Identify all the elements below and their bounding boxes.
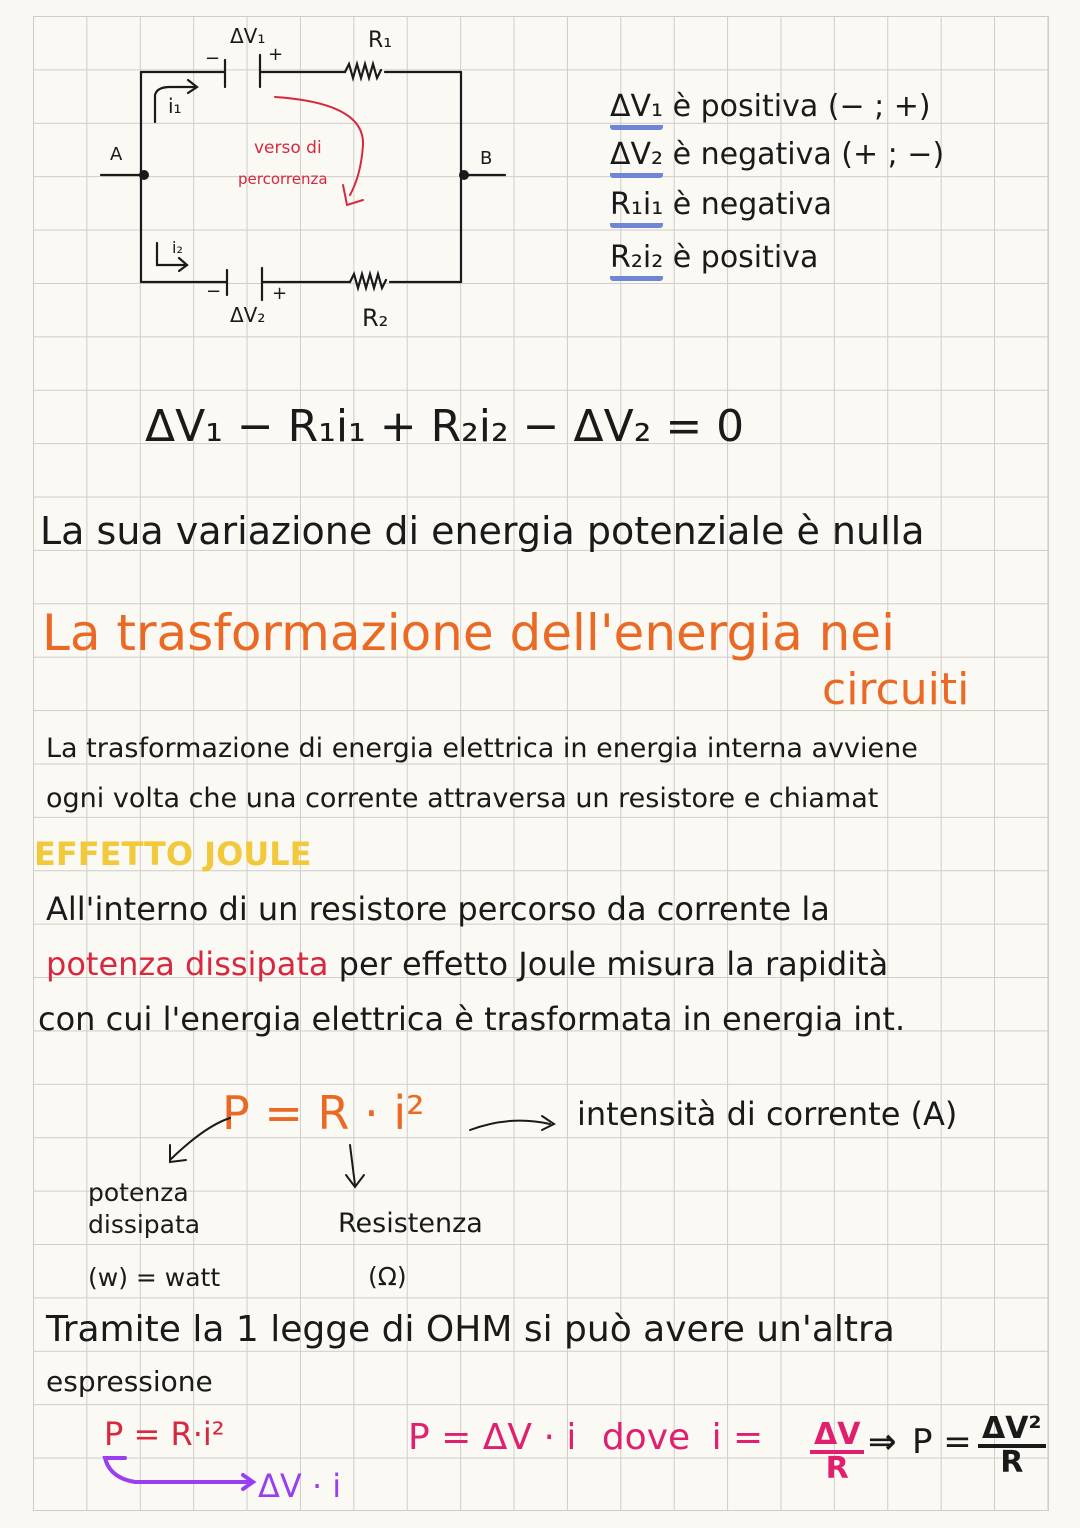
sign-note-row — [610, 137, 945, 172]
final-fraction-denominator: R — [1000, 1445, 1024, 1480]
sign-term: R₂i₂ — [610, 240, 663, 281]
paragraph2-line1: All'interno di un resistore percorso da corrente la — [46, 890, 830, 928]
final-fraction — [978, 1411, 1046, 1480]
section-title-line2: circuiti — [822, 664, 970, 715]
current-intensity-note: intensità di corrente (A) — [577, 1095, 958, 1133]
section-title-line1: La trasformazione dell'energia nei — [42, 604, 895, 662]
energy-null-line: La sua variazione di energia potenziale è nulla — [40, 509, 925, 553]
r-label-line1: Resistenza — [338, 1208, 483, 1239]
sign-note-row — [610, 89, 931, 124]
i-equals: i = — [711, 1417, 764, 1458]
sign-text: è negativa (+ ; −) — [672, 137, 945, 172]
direction-note-line2: percorrenza — [238, 170, 328, 188]
p-label-line1: potenza — [88, 1178, 189, 1207]
left-formula: P = R·i² — [104, 1415, 225, 1453]
sign-term: R₁i₁ — [610, 187, 663, 228]
battery1-minus: − — [205, 48, 221, 69]
p-equals: P = — [912, 1422, 972, 1462]
sign-note-row — [610, 187, 832, 222]
resistor2-label: R₂ — [362, 304, 389, 332]
current1-label: i₁ — [168, 94, 182, 118]
joule-effect-label: EFFETTO JOULE — [34, 835, 312, 873]
resistor1-label: R₁ — [368, 28, 393, 53]
node-b-label: B — [480, 148, 493, 169]
i-fraction-denominator: R — [825, 1451, 849, 1486]
direction-note-line1: verso di — [254, 138, 322, 158]
p-label-line2: dissipata — [88, 1210, 201, 1239]
ohm-line1: Tramite la 1 legge di OHM si può avere un'altra — [46, 1309, 895, 1350]
kirchhoff-equation: ΔV₁ − R₁i₁ + R₂i₂ − ΔV₂ = 0 — [145, 401, 745, 452]
battery1-label: ΔV₁ — [230, 24, 266, 48]
paragraph2-line2-rest: per effetto Joule misura la rapidità — [338, 945, 889, 983]
sign-term: ΔV₂ — [610, 137, 663, 178]
power-formula: P = R · i² — [222, 1086, 425, 1140]
current2-label: i₂ — [172, 238, 183, 257]
sign-text: è negativa — [672, 187, 832, 222]
r-label-line2: (Ω) — [368, 1262, 407, 1291]
sign-term: ΔV₁ — [610, 89, 663, 130]
i-fraction — [810, 1417, 864, 1486]
paragraph1-line2: ogni volta che una corrente attraversa un resistore e chiamat — [46, 783, 879, 814]
p-label-line3: (w) = watt — [88, 1263, 221, 1292]
final-fraction-numerator: ΔV² — [978, 1414, 1046, 1448]
paragraph2-line2 — [46, 945, 889, 983]
battery2-plus: + — [272, 283, 288, 304]
purple-arrow — [95, 1450, 275, 1500]
where-word: dove — [601, 1417, 691, 1458]
middle-formula — [408, 1417, 764, 1458]
battery1-plus: + — [268, 44, 284, 65]
battery2-minus: − — [206, 281, 222, 302]
potenza-dissipata-highlight: potenza dissipata — [46, 945, 329, 983]
paragraph2-line3: con cui l'energia elettrica è trasformata in energia int. — [38, 1000, 906, 1038]
node-a-label: A — [110, 144, 123, 165]
paragraph1-line1: La trasformazione di energia elettrica in energia interna avviene — [46, 733, 918, 764]
ohm-line2: espressione — [46, 1365, 213, 1398]
implies-arrow: ⇒ — [868, 1422, 897, 1462]
sign-text: è positiva (− ; +) — [672, 89, 931, 124]
sign-note-row — [610, 240, 819, 275]
purple-result: ΔV · i — [258, 1467, 342, 1505]
sign-text: è positiva — [672, 240, 819, 275]
middle-formula-text: P = ΔV · i — [408, 1417, 577, 1458]
battery2-label: ΔV₂ — [230, 303, 266, 327]
i-fraction-numerator: ΔV — [810, 1420, 864, 1454]
